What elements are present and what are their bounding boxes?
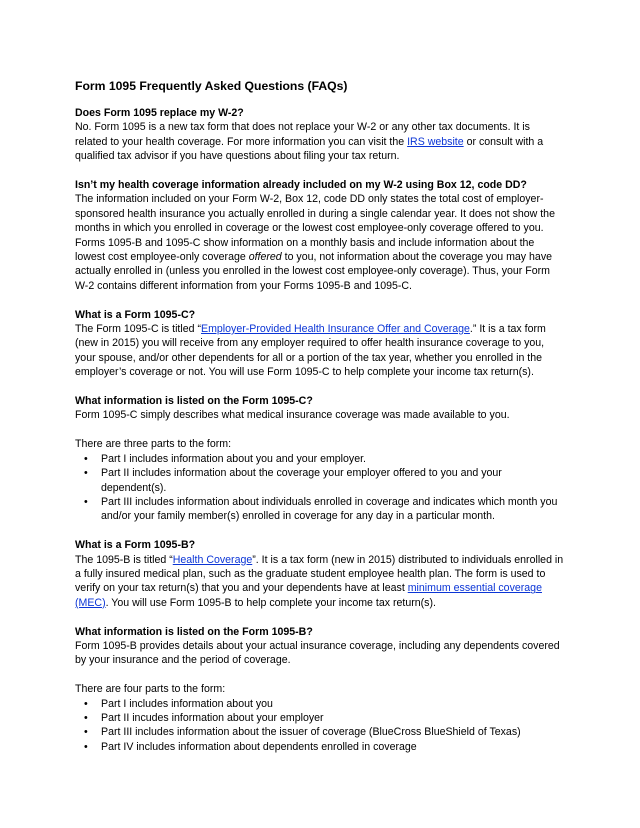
answer-text: No. Form 1095 is a new tax form that does not replace your W-2 or any other tax documents. It is related to your health coverage. For more information you can visit the xyxy=(75,121,530,148)
bullet-icon: • xyxy=(84,697,88,710)
list-item xyxy=(75,495,565,524)
faq-answer-1095c-info: Form 1095-C simply describes what medical insurance coverage was made available to you. xyxy=(75,409,510,422)
answer-text: ”. It is a tax form (new in 2015) distributed to individuals enrolled in a fully insured medical plan, such as the graduate student employee health plan. The form is used to verify on your tax return(s) that you and your dependents have at least xyxy=(75,553,564,595)
faq-question-1095c-info: What information is listed on the Form 1095-C? xyxy=(75,395,313,408)
list-item xyxy=(75,725,565,739)
answer-text: to you, not information about the coverage you may have actually enrolled in (unless you enrolled in the lowest cost employee-only coverage). Thus, your Form W-2 contains different information from your Forms 1095-B and 1095-C. xyxy=(75,251,553,292)
faq-answer-1095c xyxy=(75,322,565,380)
parts-intro-1095b: There are four parts to the form: xyxy=(75,683,226,696)
irs-website-link[interactable]: IRS website xyxy=(407,135,464,148)
mec-link[interactable]: minimum essential coverage (MEC) xyxy=(75,582,542,609)
faq-answer-w2 xyxy=(75,120,565,163)
list-item xyxy=(75,697,565,711)
page-title: Form 1095 Frequently Asked Questions (FAQs) xyxy=(75,79,348,93)
bullet-icon: • xyxy=(84,495,88,508)
list-item-text: Part III includes information about individuals enrolled in coverage and indicates which month you and/or your family member(s) enrolled in coverage for any day in a particular month. xyxy=(101,495,558,523)
answer-text: .” It is a tax form (new in 2015) you will receive from any employer required to offer health insurance coverage to you, your spouse, and/or other dependents for all or a portion of the tax year, whether you enrolled in the employer’s coverage or not. You will use Form 1095-C to help complete your income tax return(s). xyxy=(75,323,546,379)
bullet-icon: • xyxy=(84,711,88,724)
answer-text: The information included on your Form W-2, Box 12, code DD only states the total cost of employer-sponsored health insurance you actually enrolled in during a single calendar year. It does not show the months in which you enrolled in coverage or the lowest cost employee-only coverage offered to you. Forms 1095-B and 1095-C show information on a monthly basis and include information about the lowest cost employee-only coverage xyxy=(75,193,555,264)
faq-question-1095b-info: What information is listed on the Form 1095-B? xyxy=(75,625,313,638)
bullet-icon: • xyxy=(84,740,88,753)
list-item-text: Part II incudes information about your employer xyxy=(101,711,324,724)
list-item-text: Part I includes information about you xyxy=(101,697,273,710)
faq-answer-1095b-info: Form 1095-B provides details about your actual insurance coverage, including any dependents covered by your insurance and the period of coverage. xyxy=(75,639,560,667)
faq-question-box12: Isn’t my health coverage information already included on my W-2 using Box 12, code DD? xyxy=(75,179,527,192)
answer-text: . You will use Form 1095-B to help complete your income tax return(s). xyxy=(105,596,436,609)
list-item-text: Part IV includes information about dependents enrolled in coverage xyxy=(101,740,417,753)
answer-text: or consult with a qualified tax advisor if you have questions about filing your tax return. xyxy=(75,135,544,163)
list-item xyxy=(75,740,565,754)
list-item xyxy=(75,466,565,495)
employer-provided-coverage-link[interactable]: Employer-Provided Health Insurance Offer and Coverage xyxy=(201,323,470,336)
list-item xyxy=(75,711,565,725)
list-item-text: Part I includes information about you and your employer. xyxy=(101,452,366,465)
list-item-text: Part III includes information about the issuer of coverage (BlueCross BlueShield of Texas) xyxy=(101,726,521,739)
parts-intro-1095c: There are three parts to the form: xyxy=(75,438,232,451)
health-coverage-link[interactable]: Health Coverage xyxy=(172,553,253,566)
parts-list-1095b xyxy=(75,697,565,755)
bullet-icon: • xyxy=(84,726,88,739)
bullet-icon: • xyxy=(84,452,88,465)
faq-answer-box12 xyxy=(75,192,565,293)
faq-question-1095b: What is a Form 1095-B? xyxy=(75,539,196,552)
answer-text: The Form 1095-C is titled “ xyxy=(75,323,201,336)
faq-answer-1095b xyxy=(75,553,565,611)
bullet-icon: • xyxy=(84,467,88,480)
list-item xyxy=(75,452,565,466)
emphasis-offered: offered xyxy=(248,251,282,264)
faq-question-w2: Does Form 1095 replace my W-2? xyxy=(75,107,244,119)
parts-list-1095c xyxy=(75,452,565,524)
document-page xyxy=(75,79,565,754)
list-item-text: Part II includes information about the coverage your employer offered to you and your dependent(s). xyxy=(101,467,502,494)
faq-question-1095c: What is a Form 1095-C? xyxy=(75,308,196,321)
answer-text: The 1095-B is titled “ xyxy=(75,553,173,566)
